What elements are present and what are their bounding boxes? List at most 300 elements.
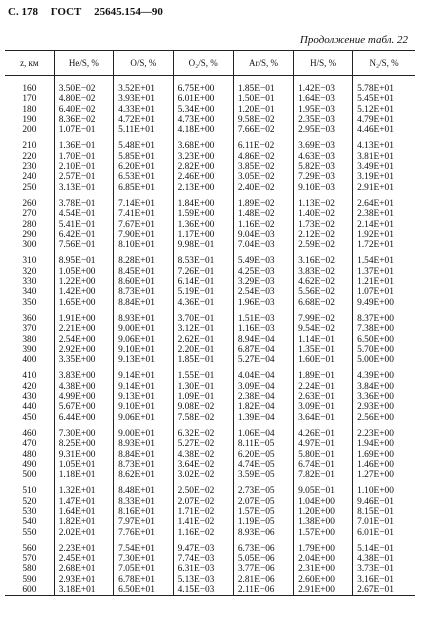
value-cell: 3.81E+01 xyxy=(353,152,415,162)
value-cell: 3.77E−06 xyxy=(233,564,293,574)
value-cell: 8.33E+01 xyxy=(114,497,173,507)
table-row xyxy=(5,538,415,554)
composition-table xyxy=(5,50,415,596)
value-cell: 1.39E−04 xyxy=(233,413,293,423)
value-cell: 4.86E−02 xyxy=(233,152,293,162)
value-cell: 1.72E+01 xyxy=(353,240,415,250)
table-row xyxy=(5,308,415,324)
value-cell: 6.85E+01 xyxy=(114,183,173,193)
value-cell: 2.95E−03 xyxy=(294,125,353,135)
table-row xyxy=(5,183,415,193)
value-cell: 2.91E+00 xyxy=(294,585,353,596)
altitude-cell: 300 xyxy=(22,240,37,251)
value-cell: 8.36E−02 xyxy=(54,115,113,125)
altitude-cell: 580 xyxy=(22,564,37,575)
value-cell: 4.74E−05 xyxy=(233,460,293,470)
value-cell: 1.41E−02 xyxy=(173,517,233,527)
value-cell: 2.56E+00 xyxy=(353,413,415,423)
value-cell: 3.70E−01 xyxy=(173,308,233,324)
column-header: O₂/S, % xyxy=(173,51,233,76)
value-cell: 4.99E+00 xyxy=(54,392,113,402)
value-cell: 1.36E+00 xyxy=(173,220,233,230)
value-cell: 8.11E−05 xyxy=(233,439,293,449)
value-cell: 5.67E+00 xyxy=(54,402,113,412)
value-cell: 2.73E−05 xyxy=(233,480,293,496)
table-row xyxy=(5,152,415,162)
value-cell: 1.20E+00 xyxy=(294,507,353,517)
value-cell: 2.20E−01 xyxy=(173,345,233,355)
value-cell: 8.94E−04 xyxy=(233,335,293,345)
altitude-cell: 230 xyxy=(22,162,37,173)
value-cell: 2.54E−03 xyxy=(233,287,293,297)
value-cell: 3.93E+01 xyxy=(114,94,173,104)
value-cell: 6.14E−01 xyxy=(173,277,233,287)
value-cell: 2.35E−03 xyxy=(294,115,353,125)
table-row xyxy=(5,528,415,538)
value-cell: 2.02E+01 xyxy=(54,528,113,538)
table-row xyxy=(5,220,415,230)
value-cell: 9.00E+01 xyxy=(114,423,173,439)
value-cell: 1.21E+01 xyxy=(353,277,415,287)
value-cell: 8.73E+01 xyxy=(114,460,173,470)
value-cell: 8.95E−01 xyxy=(54,250,113,266)
altitude-cell: 330 xyxy=(22,277,37,288)
value-cell: 3.02E−02 xyxy=(173,470,233,480)
column-header: Ar/S, % xyxy=(233,51,293,76)
altitude-cell: 530 xyxy=(22,506,37,517)
value-cell: 1.82E+01 xyxy=(54,517,113,527)
value-cell: 1.18E+01 xyxy=(54,470,113,480)
table-row xyxy=(5,277,415,287)
value-cell: 4.38E−01 xyxy=(353,554,415,564)
value-cell: 4.38E+00 xyxy=(54,382,113,392)
value-cell: 1.35E−01 xyxy=(294,345,353,355)
value-cell: 9.06E+01 xyxy=(114,335,173,345)
altitude-cell: 550 xyxy=(22,527,37,538)
value-cell: 1.22E+00 xyxy=(54,277,113,287)
value-cell: 6.01E−01 xyxy=(353,528,415,538)
value-cell: 3.68E+00 xyxy=(173,135,233,151)
value-cell: 9.13E+01 xyxy=(114,392,173,402)
altitude-cell: 570 xyxy=(22,554,37,565)
value-cell: 4.38E−02 xyxy=(173,450,233,460)
value-cell: 6.75E+00 xyxy=(173,76,233,95)
table-row xyxy=(5,480,415,496)
value-cell: 1.06E−04 xyxy=(233,423,293,439)
altitude-cell: 440 xyxy=(22,402,37,413)
value-cell: 3.64E−02 xyxy=(173,460,233,470)
value-cell: 4.04E−04 xyxy=(233,365,293,381)
value-cell: 1.51E−03 xyxy=(233,308,293,324)
value-cell: 1.89E−01 xyxy=(294,365,353,381)
value-cell: 9.10E+01 xyxy=(114,402,173,412)
value-cell: 6.53E+01 xyxy=(114,172,173,182)
value-cell: 8.60E+01 xyxy=(114,277,173,287)
value-cell: 3.35E+00 xyxy=(54,355,113,365)
value-cell: 8.84E+01 xyxy=(114,298,173,308)
table-row xyxy=(5,267,415,277)
value-cell: 8.93E−06 xyxy=(233,528,293,538)
value-cell: 1.55E−01 xyxy=(173,365,233,381)
value-cell: 4.73E+00 xyxy=(173,115,233,125)
value-cell: 3.83E−02 xyxy=(294,267,353,277)
altitude-cell: 380 xyxy=(22,334,37,345)
value-cell: 9.54E−02 xyxy=(294,324,353,334)
table-row xyxy=(5,585,415,596)
altitude-cell: 200 xyxy=(22,125,37,136)
altitude-cell: 160 xyxy=(22,84,37,94)
value-cell: 1.32E+01 xyxy=(54,480,113,496)
altitude-cell: 520 xyxy=(22,496,37,507)
table-row xyxy=(5,172,415,182)
value-cell: 2.60E+00 xyxy=(294,575,353,585)
value-cell: 2.38E−04 xyxy=(233,392,293,402)
value-cell: 3.16E−01 xyxy=(353,575,415,585)
value-cell: 1.38E+00 xyxy=(294,517,353,527)
value-cell: 5.45E+01 xyxy=(353,94,415,104)
gost-label: ГОСТ xyxy=(50,6,82,18)
altitude-cell: 360 xyxy=(22,313,37,324)
value-cell: 7.29E−03 xyxy=(294,172,353,182)
value-cell: 1.42E−03 xyxy=(294,76,353,95)
value-cell: 7.82E−01 xyxy=(294,470,353,480)
value-cell: 4.72E+01 xyxy=(114,115,173,125)
value-cell: 2.45E+01 xyxy=(54,554,113,564)
value-cell: 1.57E+00 xyxy=(294,528,353,538)
value-cell: 3.78E−01 xyxy=(54,193,113,209)
altitude-cell: 290 xyxy=(22,229,37,240)
table-row xyxy=(5,554,415,564)
altitude-cell: 470 xyxy=(22,439,37,450)
value-cell: 5.49E−03 xyxy=(233,250,293,266)
value-cell: 2.21E+00 xyxy=(54,324,113,334)
value-cell: 4.62E−02 xyxy=(294,277,353,287)
value-cell: 4.79E+01 xyxy=(353,115,415,125)
table-header-row xyxy=(5,51,415,76)
value-cell: 8.73E+01 xyxy=(114,287,173,297)
value-cell: 1.91E+00 xyxy=(54,308,113,324)
value-cell: 1.14E−01 xyxy=(294,335,353,345)
value-cell: 1.13E−02 xyxy=(294,193,353,209)
value-cell: 8.16E+01 xyxy=(114,507,173,517)
table-row xyxy=(5,345,415,355)
value-cell: 3.52E+01 xyxy=(114,76,173,95)
value-cell: 4.97E−01 xyxy=(294,439,353,449)
value-cell: 1.95E−03 xyxy=(294,105,353,115)
table-row xyxy=(5,324,415,334)
table-row xyxy=(5,497,415,507)
value-cell: 5.19E−01 xyxy=(173,287,233,297)
altitude-cell: 250 xyxy=(22,182,37,193)
value-cell: 5.34E+00 xyxy=(173,105,233,115)
value-cell: 4.80E−02 xyxy=(54,94,113,104)
value-cell: 9.13E+01 xyxy=(114,355,173,365)
table-row xyxy=(5,250,415,266)
value-cell: 3.69E−03 xyxy=(294,135,353,151)
value-cell: 4.33E+01 xyxy=(114,105,173,115)
value-cell: 3.12E−01 xyxy=(173,324,233,334)
table-row xyxy=(5,413,415,423)
value-cell: 4.46E+01 xyxy=(353,125,415,135)
value-cell: 2.64E+01 xyxy=(353,193,415,209)
altitude-cell: 480 xyxy=(22,449,37,460)
value-cell: 3.49E+01 xyxy=(353,162,415,172)
altitude-cell: 390 xyxy=(22,344,37,355)
value-cell: 2.54E+00 xyxy=(54,335,113,345)
value-cell: 1.57E−05 xyxy=(233,507,293,517)
value-cell: 1.94E+00 xyxy=(353,439,415,449)
value-cell: 6.68E−02 xyxy=(294,298,353,308)
value-cell: 1.20E−01 xyxy=(233,105,293,115)
value-cell: 7.97E+01 xyxy=(114,517,173,527)
value-cell: 1.70E−01 xyxy=(54,152,113,162)
value-cell: 3.29E−03 xyxy=(233,277,293,287)
value-cell: 1.84E+00 xyxy=(173,193,233,209)
value-cell: 1.42E+00 xyxy=(54,287,113,297)
value-cell: 4.54E−01 xyxy=(54,209,113,219)
altitude-cell: 560 xyxy=(22,543,37,554)
value-cell: 5.80E−01 xyxy=(294,450,353,460)
value-cell: 6.74E−01 xyxy=(294,460,353,470)
gost-number: 25645.154—90 xyxy=(94,6,163,18)
table-row xyxy=(5,355,415,365)
value-cell: 5.11E+01 xyxy=(114,125,173,135)
value-cell: 2.23E+00 xyxy=(353,423,415,439)
value-cell: 1.85E−01 xyxy=(173,355,233,365)
value-cell: 2.82E+00 xyxy=(173,162,233,172)
value-cell: 1.64E+01 xyxy=(54,507,113,517)
value-cell: 6.40E−02 xyxy=(54,105,113,115)
value-cell: 1.16E−02 xyxy=(173,528,233,538)
altitude-cell: 510 xyxy=(22,486,37,497)
value-cell: 2.93E+01 xyxy=(54,575,113,585)
value-cell: 1.07E+01 xyxy=(353,287,415,297)
value-cell: 2.11E−06 xyxy=(233,585,293,596)
value-cell: 1.69E+00 xyxy=(353,450,415,460)
value-cell: 6.31E−03 xyxy=(173,564,233,574)
value-cell: 8.62E+01 xyxy=(114,470,173,480)
value-cell: 7.14E+01 xyxy=(114,193,173,209)
value-cell: 2.31E+00 xyxy=(294,564,353,574)
value-cell: 6.50E+00 xyxy=(353,335,415,345)
table-row xyxy=(5,365,415,381)
value-cell: 7.30E+00 xyxy=(54,423,113,439)
value-cell: 9.31E+00 xyxy=(54,450,113,460)
value-cell: 5.00E+00 xyxy=(353,355,415,365)
value-cell: 1.30E−01 xyxy=(173,382,233,392)
table-continuation-caption: Продолжение табл. 22 xyxy=(299,34,408,46)
value-cell: 3.18E+01 xyxy=(54,585,113,596)
value-cell: 8.28E+01 xyxy=(114,250,173,266)
value-cell: 2.81E−06 xyxy=(233,575,293,585)
altitude-cell: 340 xyxy=(22,287,37,298)
value-cell: 4.63E−03 xyxy=(294,152,353,162)
value-cell: 2.63E−01 xyxy=(294,392,353,402)
value-cell: 2.38E+01 xyxy=(353,209,415,219)
value-cell: 1.82E−04 xyxy=(233,402,293,412)
value-cell: 2.67E−01 xyxy=(353,585,415,596)
value-cell: 1.60E−01 xyxy=(294,355,353,365)
value-cell: 4.36E−01 xyxy=(173,298,233,308)
value-cell: 9.10E−03 xyxy=(294,183,353,193)
value-cell: 5.78E+01 xyxy=(353,76,415,95)
value-cell: 4.39E+00 xyxy=(353,365,415,381)
table-row xyxy=(5,575,415,585)
value-cell: 2.07E−02 xyxy=(173,497,233,507)
table-row xyxy=(5,115,415,125)
value-cell: 6.11E−02 xyxy=(233,135,293,151)
value-cell: 6.73E−06 xyxy=(233,538,293,554)
value-cell: 1.09E−01 xyxy=(173,392,233,402)
value-cell: 7.67E+01 xyxy=(114,220,173,230)
value-cell: 8.37E+00 xyxy=(353,308,415,324)
table-row xyxy=(5,94,415,104)
value-cell: 3.50E−02 xyxy=(54,76,113,95)
value-cell: 7.54E+01 xyxy=(114,538,173,554)
altitude-cell: 460 xyxy=(22,428,37,439)
value-cell: 3.83E+00 xyxy=(54,365,113,381)
value-cell: 2.59E−02 xyxy=(294,240,353,250)
altitude-cell: 370 xyxy=(22,324,37,335)
table-row xyxy=(5,450,415,460)
altitude-cell: 270 xyxy=(22,209,37,220)
table-row xyxy=(5,240,415,250)
value-cell: 2.23E+01 xyxy=(54,538,113,554)
value-cell: 5.70E+00 xyxy=(353,345,415,355)
table-row xyxy=(5,392,415,402)
value-cell: 9.14E+01 xyxy=(114,382,173,392)
value-cell: 4.15E−03 xyxy=(173,585,233,596)
altitude-cell: 490 xyxy=(22,459,37,470)
altitude-cell: 400 xyxy=(22,355,37,366)
value-cell: 1.05E+01 xyxy=(54,460,113,470)
table-row xyxy=(5,460,415,470)
value-cell: 7.38E+00 xyxy=(353,324,415,334)
value-cell: 7.58E−02 xyxy=(173,413,233,423)
value-cell: 6.20E−05 xyxy=(233,450,293,460)
value-cell: 1.40E−02 xyxy=(294,209,353,219)
value-cell: 1.36E−01 xyxy=(54,135,113,151)
page-header xyxy=(8,6,173,18)
value-cell: 7.76E+01 xyxy=(114,528,173,538)
value-cell: 2.04E+00 xyxy=(294,554,353,564)
table-row xyxy=(5,470,415,480)
value-cell: 2.12E−02 xyxy=(294,230,353,240)
value-cell: 1.46E+00 xyxy=(353,460,415,470)
altitude-cell: 220 xyxy=(22,151,37,162)
value-cell: 1.50E−01 xyxy=(233,94,293,104)
altitude-cell: 590 xyxy=(22,574,37,585)
value-cell: 9.58E−02 xyxy=(233,115,293,125)
value-cell: 1.48E−02 xyxy=(233,209,293,219)
table-row xyxy=(5,507,415,517)
altitude-cell: 540 xyxy=(22,517,37,528)
value-cell: 7.41E+01 xyxy=(114,209,173,219)
value-cell: 1.79E+00 xyxy=(294,538,353,554)
value-cell: 4.13E+01 xyxy=(353,135,415,151)
value-cell: 9.10E+01 xyxy=(114,345,173,355)
value-cell: 6.20E+01 xyxy=(114,162,173,172)
value-cell: 7.74E−03 xyxy=(173,554,233,564)
altitude-cell: 280 xyxy=(22,219,37,230)
value-cell: 8.25E+00 xyxy=(54,439,113,449)
value-cell: 3.36E+00 xyxy=(353,392,415,402)
value-cell: 5.14E−01 xyxy=(353,538,415,554)
value-cell: 1.73E−02 xyxy=(294,220,353,230)
value-cell: 3.85E−02 xyxy=(233,162,293,172)
value-cell: 3.23E+00 xyxy=(173,152,233,162)
value-cell: 9.00E+01 xyxy=(114,324,173,334)
value-cell: 2.46E+00 xyxy=(173,172,233,182)
value-cell: 1.37E+01 xyxy=(353,267,415,277)
value-cell: 8.93E+01 xyxy=(114,439,173,449)
value-cell: 5.56E−02 xyxy=(294,287,353,297)
value-cell: 3.09E−04 xyxy=(233,382,293,392)
value-cell: 6.87E−04 xyxy=(233,345,293,355)
column-header: z, км xyxy=(5,51,54,76)
value-cell: 1.89E−02 xyxy=(233,193,293,209)
value-cell: 7.04E−03 xyxy=(233,240,293,250)
value-cell: 8.84E+01 xyxy=(114,450,173,460)
value-cell: 5.27E−02 xyxy=(173,439,233,449)
value-cell: 7.56E−01 xyxy=(54,240,113,250)
value-cell: 5.41E−01 xyxy=(54,220,113,230)
value-cell: 1.07E−01 xyxy=(54,125,113,135)
value-cell: 8.10E+01 xyxy=(114,240,173,250)
page-number: С. 178 xyxy=(8,6,38,18)
value-cell: 3.09E−01 xyxy=(294,402,353,412)
value-cell: 9.08E−02 xyxy=(173,402,233,412)
value-cell: 4.18E+00 xyxy=(173,125,233,135)
value-cell: 1.27E+00 xyxy=(353,470,415,480)
altitude-cell: 240 xyxy=(22,172,37,183)
value-cell: 1.54E+01 xyxy=(353,250,415,266)
value-cell: 1.16E−03 xyxy=(233,324,293,334)
value-cell: 2.62E−01 xyxy=(173,335,233,345)
value-cell: 2.14E+01 xyxy=(353,220,415,230)
value-cell: 3.16E−02 xyxy=(294,250,353,266)
altitude-cell: 420 xyxy=(22,381,37,392)
table-row xyxy=(5,382,415,392)
value-cell: 6.01E+00 xyxy=(173,94,233,104)
value-cell: 4.26E−01 xyxy=(294,423,353,439)
altitude-cell: 210 xyxy=(22,141,37,152)
value-cell: 2.93E+00 xyxy=(353,402,415,412)
altitude-cell: 320 xyxy=(22,266,37,277)
value-cell: 5.12E+01 xyxy=(353,105,415,115)
value-cell: 5.82E−03 xyxy=(294,162,353,172)
table-row xyxy=(5,564,415,574)
altitude-cell: 180 xyxy=(22,104,37,115)
value-cell: 2.40E−02 xyxy=(233,183,293,193)
value-cell: 1.92E+01 xyxy=(353,230,415,240)
value-cell: 3.64E−01 xyxy=(294,413,353,423)
altitude-cell: 500 xyxy=(22,470,37,481)
altitude-cell: 600 xyxy=(5,585,54,596)
table-row xyxy=(5,193,415,209)
value-cell: 9.98E−01 xyxy=(173,240,233,250)
value-cell: 2.10E−01 xyxy=(54,162,113,172)
value-cell: 9.04E−03 xyxy=(233,230,293,240)
value-cell: 3.19E+01 xyxy=(353,172,415,182)
table-row xyxy=(5,402,415,412)
value-cell: 5.13E−03 xyxy=(173,575,233,585)
table-row xyxy=(5,230,415,240)
value-cell: 1.16E−02 xyxy=(233,220,293,230)
value-cell: 7.66E−02 xyxy=(233,125,293,135)
altitude-cell: 260 xyxy=(22,198,37,209)
value-cell: 4.25E−03 xyxy=(233,267,293,277)
